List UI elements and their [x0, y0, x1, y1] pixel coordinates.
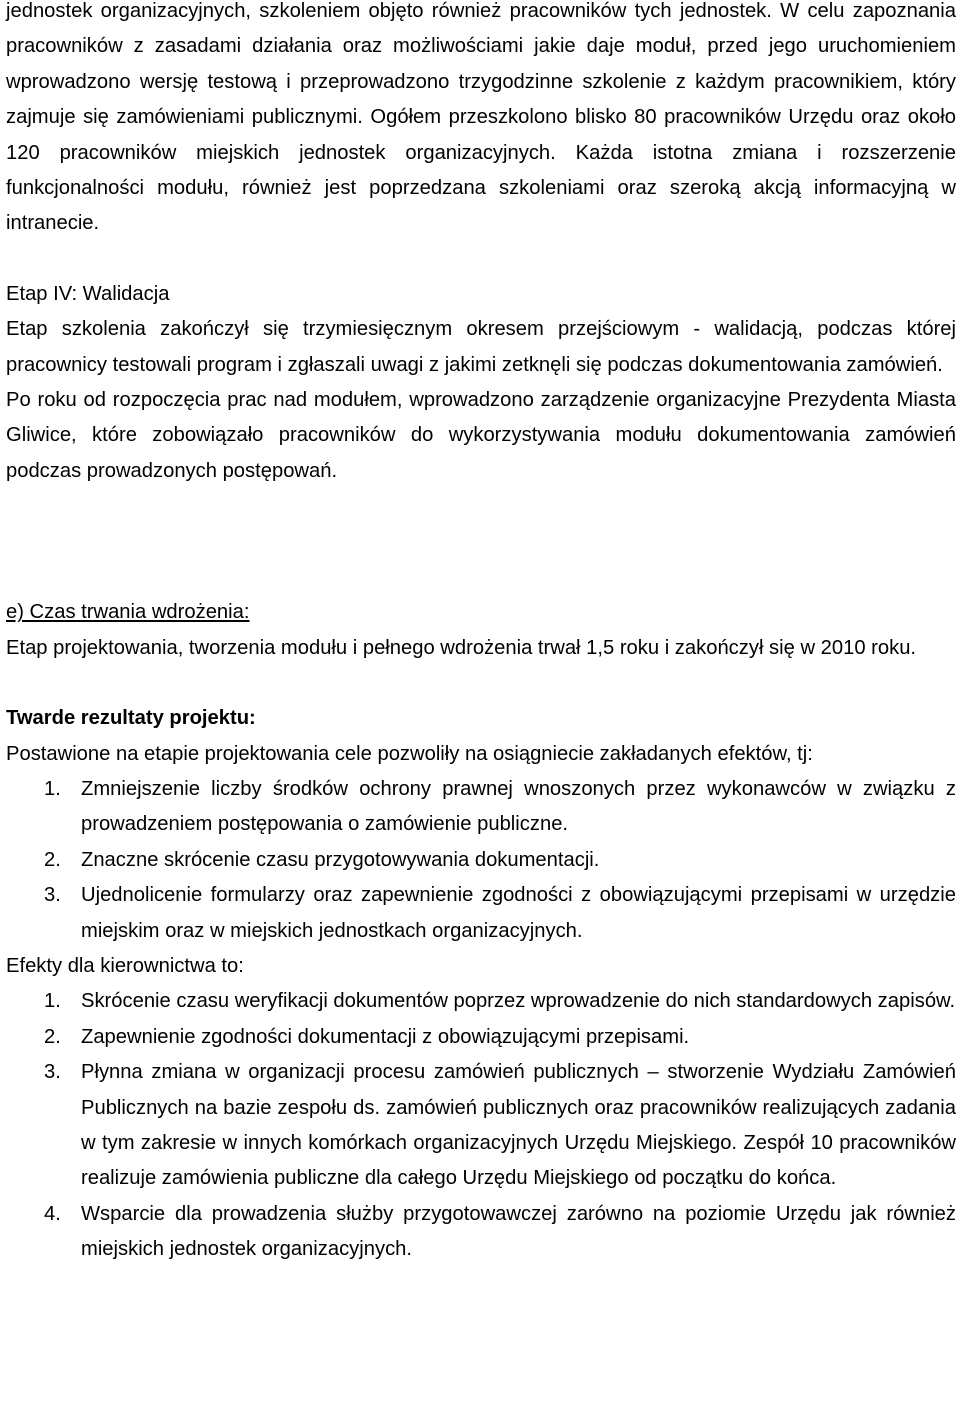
list-item-number: 3. [44, 884, 61, 907]
spacer [6, 242, 956, 277]
list-item [6, 1020, 956, 1055]
list-item-number: 2. [44, 1025, 61, 1048]
list-item-text: Skrócenie czasu weryfikacji dokumentów poprzez wprowadzenie do nich standardowych zapisów. [81, 990, 956, 1013]
list-item-text: Znaczne skrócenie czasu przygotowywania dokumentacji. [81, 848, 600, 871]
list-item-text: Wsparcie dla prowadzenia służby przygotowawczej zarówno na poziomie Urzędu jak również miejskich jednostek organizacyjnych. [81, 1202, 956, 1261]
management-list [6, 984, 956, 1267]
management-heading: Efekty dla kierownictwa to: [6, 954, 244, 977]
list-item [6, 843, 956, 878]
list-item [6, 772, 956, 843]
intro-paragraph: jednostek organizacyjnych, szkoleniem objęto również pracowników tych jednostek. W celu zapoznania pracowników z zasadami działania oraz możliwościami jakie daje moduł, przed jego uruchomieniem wprowadzono wersję testową i przeprowadzono trzygodzinne szkolenie z każdym pracownikiem, który zajmuje się zamówieniami publicznymi. Ogółem przeszkolono blisko 80 pracowników Urzędu oraz około 120 pracowników miejskich jednostek organizacyjnych. Każda istotna zmiana i rozszerzenie funkcjonalności modułu, również jest poprzedzana szkoleniami oraz szeroką akcją informacyjną w intranecie. [6, 0, 956, 235]
duration-heading: e) Czas trwania wdrożenia: [6, 601, 250, 624]
results-list [6, 772, 956, 949]
list-item-number: 3. [44, 1061, 61, 1084]
list-item-number: 1. [44, 777, 61, 800]
list-item-text: Zapewnienie zgodności dokumentacji z obowiązującymi przepisami. [81, 1025, 690, 1048]
stage4-heading: Etap IV: Walidacja [6, 282, 170, 305]
results-intro: Postawione na etapie projektowania cele pozwoliły na osiągniecie zakładanych efektów, tj: [6, 742, 813, 765]
list-item-text: Płynna zmiana w organizacji procesu zamówień publicznych – stworzenie Wydziału Zamówień Publicznych na bazie zespołu ds. zamówień publicznych oraz pracowników realizujących zadania w tym zakresie w innych komórkach organizacyjnych Urzędu Miejskiego. Zespół 10 pracowników realizuje zamówienia publiczne dla całego Urzędu Miejskiego od początku do końca. [81, 1061, 956, 1190]
stage4-paragraph-1: Etap szkolenia zakończył się trzymiesięcznym okresem przejściowym - walidacją, podczas której pracownicy testowali program i zgłaszali uwagi z jakimi zetknęli się podczas dokumentowania zamówień. [6, 318, 956, 376]
list-item-number: 4. [44, 1202, 61, 1225]
document-page [6, 0, 956, 1268]
list-item-text: Ujednolicenie formularzy oraz zapewnienie zgodności z obowiązującymi przepisami w urzędzie miejskim oraz w miejskich jednostkach organizacyjnych. [81, 884, 956, 942]
list-item [6, 1197, 956, 1268]
list-item [6, 984, 956, 1019]
spacer [6, 489, 956, 595]
list-item [6, 1055, 956, 1197]
stage4-paragraph-2: Po roku od rozpoczęcia prac nad modułem, wprowadzono zarządzenie organizacyjne Prezydenta Miasta Gliwice, które zobowiązało pracowników do wykorzystywania modułu dokumentowania zamówień podczas prowadzonych postępowań. [6, 389, 956, 482]
results-heading: Twarde rezultaty projektu: [6, 707, 256, 730]
list-item-text: Zmniejszenie liczby środków ochrony prawnej wnoszonych przez wykonawców w związku z prowadzeniem postępowania o zamówienie publiczne. [81, 777, 956, 836]
list-item-number: 2. [44, 848, 61, 871]
spacer [6, 666, 956, 701]
list-item-number: 1. [44, 990, 61, 1013]
list-item [6, 878, 956, 949]
duration-paragraph: Etap projektowania, tworzenia modułu i pełnego wdrożenia trwał 1,5 roku i zakończył się w 2010 roku. [6, 636, 917, 659]
